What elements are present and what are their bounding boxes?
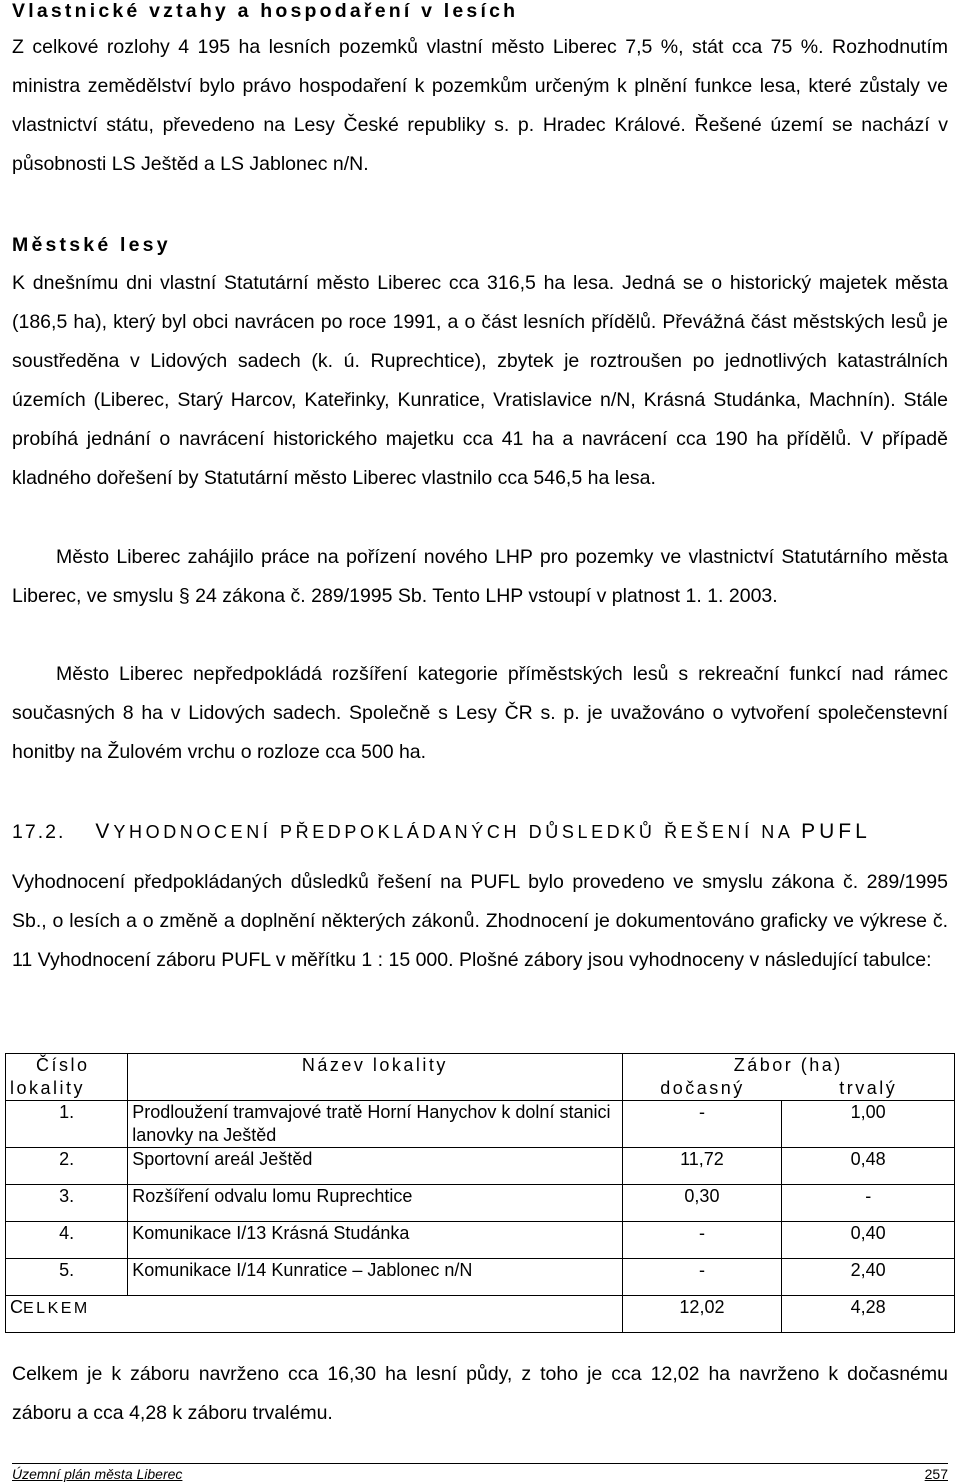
header-permanent: trvalý [839, 1078, 898, 1098]
heading-tail: PUFL [801, 820, 871, 843]
header-locality-name-text: Název lokality [301, 1055, 448, 1075]
header-take-label: Zábor (ha) [733, 1055, 843, 1075]
page-footer [12, 1463, 948, 1482]
table-row [6, 1259, 955, 1296]
table-row [6, 1148, 955, 1185]
header-locality-number-line1: Číslo [36, 1055, 90, 1075]
section-heading-pufl [12, 820, 871, 844]
row-temporary: - [622, 1259, 782, 1296]
total-label [6, 1296, 623, 1333]
row-number: 3. [6, 1185, 128, 1222]
header-locality-name [128, 1054, 622, 1101]
row-name: Komunikace I/14 Kunratice – Jablonec n/N [128, 1259, 622, 1296]
page-number: 257 [924, 1466, 948, 1482]
section-heading-ownership: Vlastnické vztahy a hospodaření v lesích [12, 0, 519, 22]
total-temporary: 12,02 [622, 1296, 782, 1333]
row-permanent: 2,40 [782, 1259, 955, 1296]
heading-rest: YHODNOCENÍ PŘEDPOKLÁDANÝCH DŮSLEDKŮ ŘEŠENÍ NA [113, 822, 793, 842]
land-take-table [5, 1053, 955, 1333]
table-row [6, 1101, 955, 1148]
row-permanent: 0,48 [782, 1148, 955, 1185]
table-header-row [6, 1054, 955, 1101]
header-locality-number-line2: lokality [10, 1078, 86, 1098]
row-temporary: 11,72 [622, 1148, 782, 1185]
section-number: 17.2. [12, 821, 66, 843]
heading-initial: V [95, 820, 114, 843]
city-forests-paragraph-2: Město Liberec zahájilo práce na pořízení nového LHP pro pozemky ve vlastnictví Statutárního města Liberec, ve smyslu § 24 zákona č. 289/1995 Sb. Tento LHP vstoupí v platnost 1. 1. 2003. [12, 546, 948, 607]
row-permanent: 1,00 [782, 1101, 955, 1148]
row-number: 2. [6, 1148, 128, 1185]
total-label-rest: ELKEM [23, 1300, 90, 1317]
row-name: Komunikace I/13 Krásná Studánka [128, 1222, 622, 1259]
row-temporary: - [622, 1222, 782, 1259]
row-name: Prodloužení tramvajové tratě Horní Hanychov k dolní stanici lanovky na Ještěd [128, 1101, 622, 1148]
total-permanent: 4,28 [782, 1296, 955, 1333]
row-number: 5. [6, 1259, 128, 1296]
header-locality-number [6, 1054, 128, 1101]
row-name: Sportovní areál Ještěd [128, 1148, 622, 1185]
section-heading-city-forests: Městské lesy [12, 234, 171, 256]
ownership-paragraph: Z celkové rozlohy 4 195 ha lesních pozemků vlastní město Liberec 7,5 %, stát cca 75 %. Rozhodnutím ministra zemědělství bylo právo hospodaření k pozemkům určeným k plnění funkce lesa, které zůstaly ve vlastnictví státu, převedeno na Lesy České republiky s. p. Hradec Králové. Řešené území se nachází v působnosti LS Ještěd a LS Jablonec n/N. [12, 36, 948, 175]
row-number: 4. [6, 1222, 128, 1259]
row-temporary: - [622, 1101, 782, 1148]
total-label-initial: C [10, 1297, 23, 1317]
closing-paragraph: Celkem je k záboru navrženo cca 16,30 ha lesní půdy, z toho je cca 12,02 ha navrženo k dočasnému záboru a cca 4,28 k záboru trvalému. [12, 1363, 948, 1424]
footer-title: Územní plán města Liberec [12, 1466, 183, 1482]
table-row [6, 1222, 955, 1259]
row-number: 1. [6, 1101, 128, 1148]
city-forests-paragraph-3: Město Liberec nepředpokládá rozšíření kategorie příměstských lesů s rekreační funkcí nad rámec současných 8 ha v Lidových sadech. Společně s Lesy ČR s. p. je uvažováno o vytvoření společenstevní honitby na Žulovém vrchu o rozloze cca 500 ha. [12, 663, 948, 763]
city-forests-paragraph-1: K dnešnímu dni vlastní Statutární město Liberec cca 316,5 ha lesa. Jedná se o historický majetek města (186,5 ha), který byl obci navrácen po roce 1991, a o část lesních přídělů. Převážná část městských lesů je soustředěna v Lidových sadech (k. ú. Ruprechtice), zbytek je roztroušen po jednotlivých katastrálních územích (Liberec, Starý Harcov, Kateřinky, Kunratice, Vratislavice n/N, Krásná Studánka, Machnín). Stále probíhá jednání o navrácení historického majetku cca 41 ha a navrácení cca 190 ha přídělů. V případě kladného dořešení by Statutární město Liberec vlastnilo cca 546,5 ha lesa. [12, 272, 948, 489]
table-row [6, 1185, 955, 1222]
pufl-paragraph: Vyhodnocení předpokládaných důsledků řešení na PUFL bylo provedeno ve smyslu zákona č. 289/1995 Sb., o lesích a o změně a doplnění některých zákonů. Zhodnocení je dokumentováno graficky ve výkrese č. 11 Vyhodnocení záboru PUFL v měřítku 1 : 15 000. Plošné zábory jsou vyhodnoceny v následující tabulce: [12, 871, 948, 971]
row-permanent: 0,40 [782, 1222, 955, 1259]
row-name: Rozšíření odvalu lomu Ruprechtice [128, 1185, 622, 1222]
table-total-row [6, 1296, 955, 1333]
row-permanent: - [782, 1185, 955, 1222]
row-temporary: 0,30 [622, 1185, 782, 1222]
header-take [622, 1054, 954, 1101]
header-temporary: dočasný [660, 1078, 745, 1098]
